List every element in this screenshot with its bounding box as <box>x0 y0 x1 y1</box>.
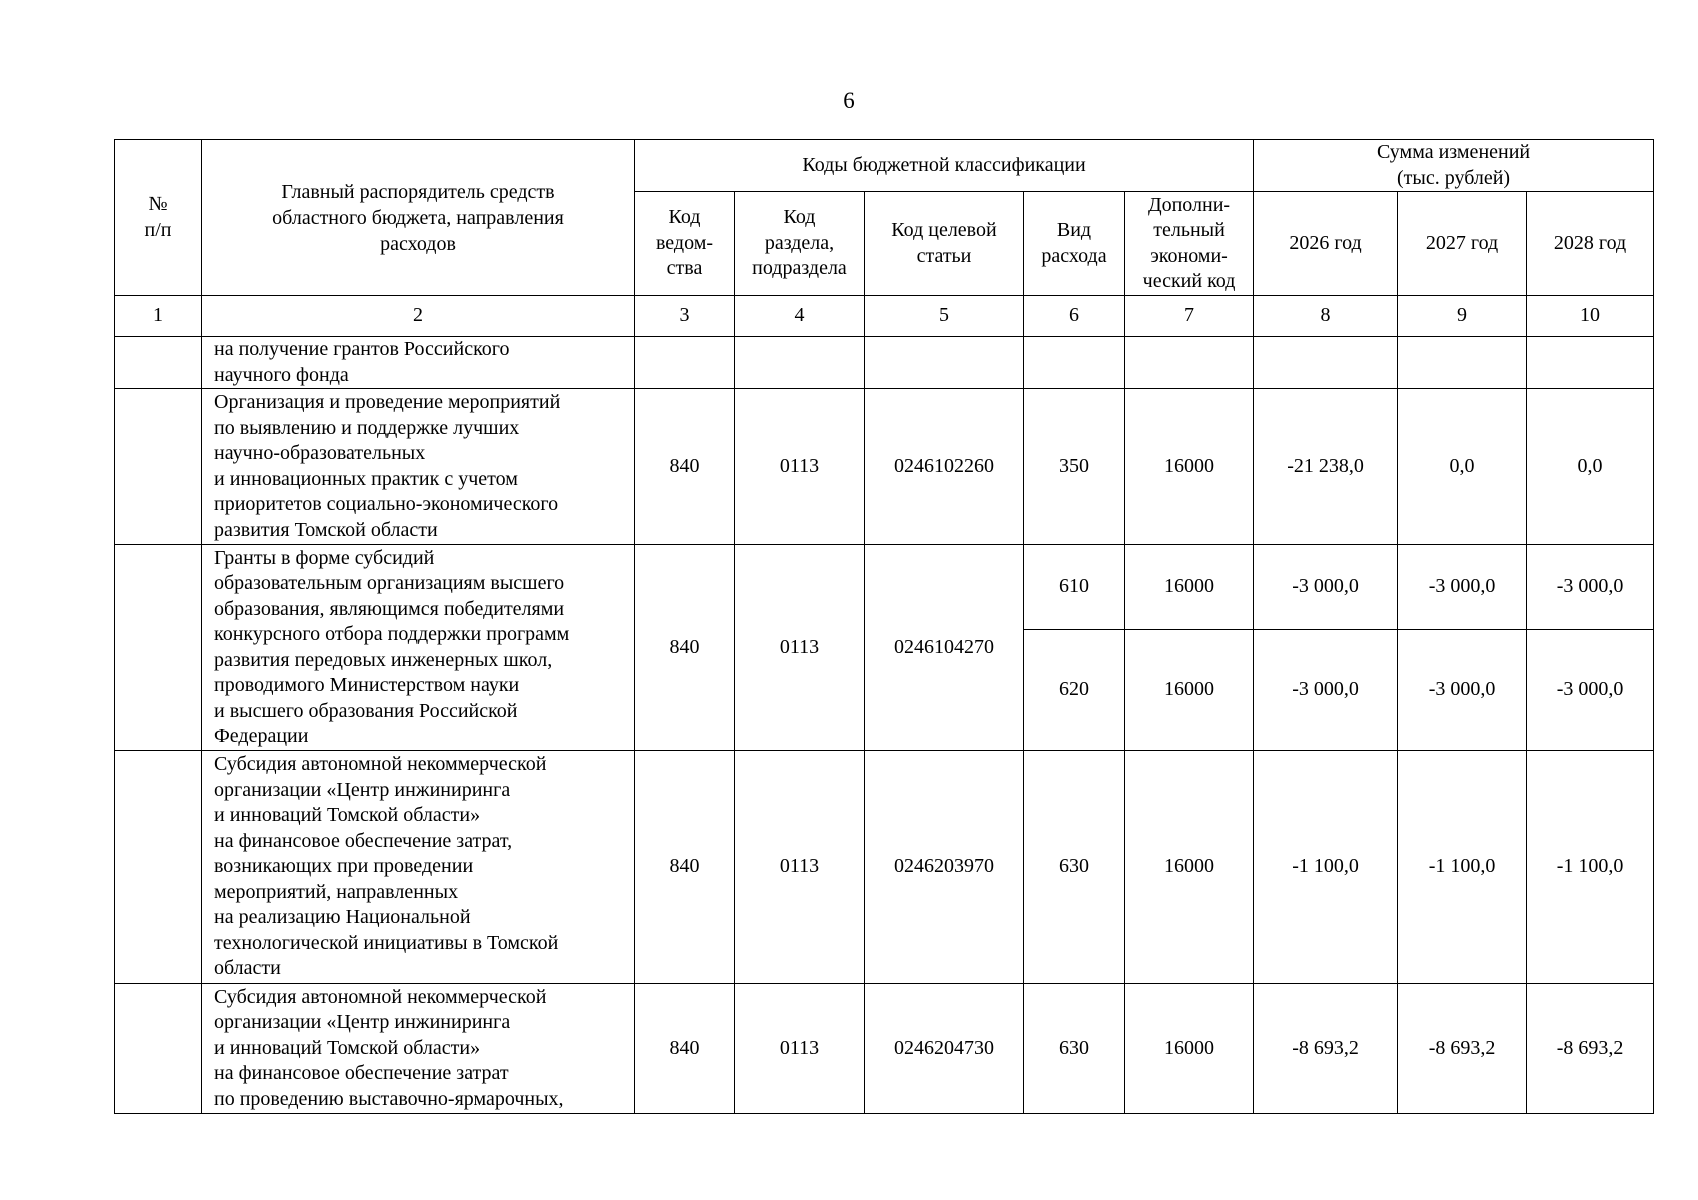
row-num <box>115 389 202 545</box>
column-index: 9 <box>1398 296 1527 337</box>
section-code: 0113 <box>735 389 865 545</box>
column-index: 6 <box>1024 296 1125 337</box>
column-index: 2 <box>202 296 635 337</box>
expense-type: 620 <box>1024 630 1125 751</box>
expense-type <box>1024 337 1125 389</box>
target-code: 0246102260 <box>865 389 1024 545</box>
section-code: 0113 <box>735 545 865 751</box>
section-code: 0113 <box>735 984 865 1114</box>
econ-code: 16000 <box>1125 751 1254 984</box>
row-num <box>115 984 202 1114</box>
table-row <box>115 751 1654 984</box>
amount-2026: -3 000,0 <box>1254 545 1398 630</box>
row-num <box>115 337 202 389</box>
row-description: Субсидия автономной некоммерческой организации «Центр инжиниринга и инноваций Томской области» на финансовое обеспечение затрат, возникающих при проведении мероприятий, направленных на реализацию Национальной технологической инициативы в Томской области <box>202 751 635 984</box>
amount-2028: 0,0 <box>1527 389 1654 545</box>
amount-2026: -21 238,0 <box>1254 389 1398 545</box>
amount-2028: -1 100,0 <box>1527 751 1654 984</box>
econ-code: 16000 <box>1125 630 1254 751</box>
amount-2026 <box>1254 337 1398 389</box>
header-target-code: Код целевой статьи <box>865 192 1024 296</box>
expense-type: 630 <box>1024 751 1125 984</box>
table-row <box>115 389 1654 545</box>
amount-2028 <box>1527 337 1654 389</box>
header-dept-code: Код ведом- ства <box>635 192 735 296</box>
header-sum-group: Сумма изменений (тыс. рублей) <box>1254 140 1654 192</box>
header-num: № п/п <box>115 140 202 296</box>
amount-2028: -3 000,0 <box>1527 545 1654 630</box>
amount-2027: -3 000,0 <box>1398 630 1527 751</box>
dept-code: 840 <box>635 389 735 545</box>
row-num <box>115 751 202 984</box>
table-row <box>115 337 1654 389</box>
expense-type: 630 <box>1024 984 1125 1114</box>
econ-code: 16000 <box>1125 389 1254 545</box>
row-description: Субсидия автономной некоммерческой организации «Центр инжиниринга и инноваций Томской области» на финансовое обеспечение затрат по проведению выставочно-ярмарочных, <box>202 984 635 1114</box>
econ-code: 16000 <box>1125 545 1254 630</box>
amount-2026: -1 100,0 <box>1254 751 1398 984</box>
amount-2027: -1 100,0 <box>1398 751 1527 984</box>
budget-changes-table <box>114 139 1654 1114</box>
amount-2028: -3 000,0 <box>1527 630 1654 751</box>
econ-code: 16000 <box>1125 984 1254 1114</box>
amount-2027: -3 000,0 <box>1398 545 1527 630</box>
header-year-2027: 2027 год <box>1398 192 1527 296</box>
target-code: 0246104270 <box>865 545 1024 751</box>
column-index-row <box>115 296 1654 337</box>
row-description: на получение грантов Российского научного фонда <box>202 337 635 389</box>
column-index: 3 <box>635 296 735 337</box>
column-index: 5 <box>865 296 1024 337</box>
amount-2027: -8 693,2 <box>1398 984 1527 1114</box>
expense-type: 350 <box>1024 389 1125 545</box>
column-index: 8 <box>1254 296 1398 337</box>
row-description: Гранты в форме субсидий образовательным организациям высшего образования, являющимся победителями конкурсного отбора поддержки программ развития передовых инженерных школ, проводимого Министерством науки и высшего образования Российской Федерации <box>202 545 635 751</box>
header-year-2028: 2028 год <box>1527 192 1654 296</box>
column-index: 7 <box>1125 296 1254 337</box>
column-index: 10 <box>1527 296 1654 337</box>
dept-code: 840 <box>635 984 735 1114</box>
dept-code: 840 <box>635 545 735 751</box>
column-index: 4 <box>735 296 865 337</box>
page-number: 6 <box>843 88 855 113</box>
header-codes-group: Коды бюджетной классификации <box>635 140 1254 192</box>
row-num <box>115 545 202 751</box>
section-code: 0113 <box>735 751 865 984</box>
section-code <box>735 337 865 389</box>
column-index: 1 <box>115 296 202 337</box>
header-section-code: Код раздела, подраздела <box>735 192 865 296</box>
header-main-recipient: Главный распорядитель средств областного бюджета, направления расходов <box>202 140 635 296</box>
target-code: 0246204730 <box>865 984 1024 1114</box>
target-code <box>865 337 1024 389</box>
target-code: 0246203970 <box>865 751 1024 984</box>
dept-code <box>635 337 735 389</box>
dept-code: 840 <box>635 751 735 984</box>
amount-2028: -8 693,2 <box>1527 984 1654 1114</box>
header-row-groups <box>115 140 1654 192</box>
header-expense-type: Вид расхода <box>1024 192 1125 296</box>
amount-2026: -8 693,2 <box>1254 984 1398 1114</box>
amount-2027: 0,0 <box>1398 389 1527 545</box>
header-year-2026: 2026 год <box>1254 192 1398 296</box>
amount-2027 <box>1398 337 1527 389</box>
row-description: Организация и проведение мероприятий по выявлению и поддержке лучших научно-образовательных и инновационных практик с учетом приоритетов социально-экономического развития Томской области <box>202 389 635 545</box>
amount-2026: -3 000,0 <box>1254 630 1398 751</box>
table-row <box>115 545 1654 630</box>
header-econ-code: Дополни- тельный экономи- ческий код <box>1125 192 1254 296</box>
econ-code <box>1125 337 1254 389</box>
table-row <box>115 984 1654 1114</box>
expense-type: 610 <box>1024 545 1125 630</box>
